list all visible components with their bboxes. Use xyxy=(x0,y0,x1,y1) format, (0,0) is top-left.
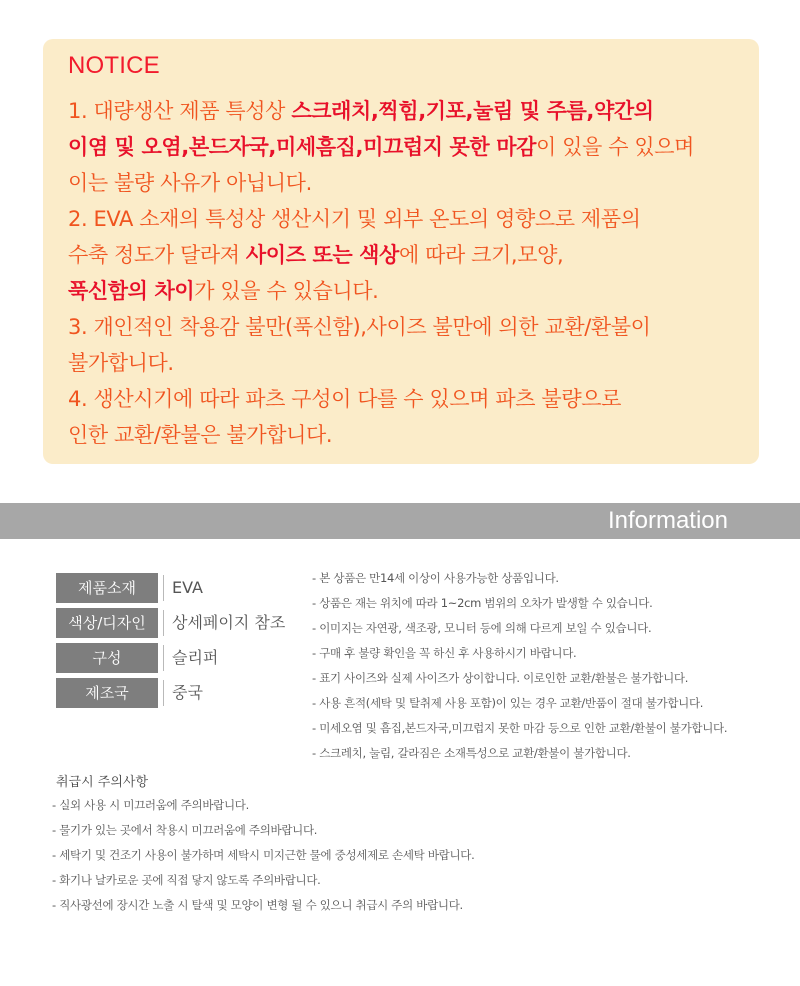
spec-value: EVA xyxy=(172,578,203,597)
notice-text: 1. 대량생산 제품 특성상 xyxy=(68,99,292,123)
note-item: - 미세오염 및 흠집,본드자국,미끄럽지 못한 마감 등으로 인한 교환/환불이 불가합니다. xyxy=(312,721,728,735)
notice-text: 수축 정도가 달라져 xyxy=(68,243,246,267)
notice-line xyxy=(68,96,654,126)
care-item: - 화기나 날카로운 곳에 직접 닿지 않도록 주의바랍니다. xyxy=(52,873,321,887)
notice-highlight: 스크래치,찍힘,기포,눌림 및 주름,약간의 xyxy=(291,99,654,123)
notice-text: 3. 개인적인 착용감 불만(푹신함),사이즈 불만에 의한 교환/환불이 xyxy=(68,315,651,339)
information-title: Information xyxy=(607,507,728,534)
spec-label: 색상/디자인 xyxy=(56,608,158,638)
care-item: - 세탁기 및 건조기 사용이 불가하며 세탁시 미지근한 물에 중성세제로 손세탁 바랍니다. xyxy=(52,848,475,862)
notice-line xyxy=(68,276,378,306)
notice-line xyxy=(68,348,174,378)
spec-divider xyxy=(163,610,164,636)
notice-text: 가 있을 수 있습니다. xyxy=(194,279,379,303)
care-item: - 직사광선에 장시간 노출 시 탈색 및 모양이 변형 될 수 있으니 취급시 주의 바랍니다. xyxy=(52,898,463,912)
notice-text: 이 있을 수 있으며 xyxy=(535,135,695,159)
spec-label: 구성 xyxy=(56,643,158,673)
notice-text: 2. EVA 소재의 특성상 생산시기 및 외부 온도의 영향으로 제품의 xyxy=(68,207,641,231)
note-item: - 구매 후 불량 확인을 꼭 하신 후 사용하시기 바랍니다. xyxy=(312,646,577,660)
notice-line xyxy=(68,384,621,414)
notice-text: 이는 불량 사유가 아닙니다. xyxy=(68,171,312,195)
spec-value: 상세페이지 참조 xyxy=(172,613,286,632)
information-header-bar xyxy=(0,503,800,539)
spec-divider xyxy=(163,575,164,601)
spec-value: 중국 xyxy=(172,683,203,702)
notice-line xyxy=(68,312,651,342)
notice-line xyxy=(68,204,641,234)
note-item: - 표기 사이즈와 실제 사이즈가 상이합니다. 이로인한 교환/환불은 불가합니다. xyxy=(312,671,689,685)
care-item: - 실외 사용 시 미끄러움에 주의바랍니다. xyxy=(52,798,249,812)
notice-line xyxy=(68,420,332,450)
notice-line xyxy=(68,168,312,198)
care-item: - 물기가 있는 곳에서 착용시 미끄러움에 주의바랍니다. xyxy=(52,823,318,837)
notice-line xyxy=(68,240,563,270)
spec-divider xyxy=(163,645,164,671)
notice-title: NOTICE xyxy=(68,52,160,79)
notice-text: 에 따라 크기,모양, xyxy=(398,243,564,267)
spec-label: 제품소재 xyxy=(56,573,158,603)
notice-text: 인한 교환/환불은 불가합니다. xyxy=(68,423,333,447)
care-title: 취급시 주의사항 xyxy=(56,775,149,790)
note-item: - 상품은 재는 위치에 따라 1~2cm 범위의 오차가 발생할 수 있습니다. xyxy=(312,596,653,610)
note-item: - 이미지는 자연광, 색조광, 모니터 등에 의해 다르게 보일 수 있습니다. xyxy=(312,621,652,635)
notice-line xyxy=(68,132,694,162)
notice-highlight: 푹신함의 차이 xyxy=(68,279,195,303)
notice-text: 4. 생산시기에 따라 파츠 구성이 다를 수 있으며 파츠 불량으로 xyxy=(68,387,621,411)
notice-text: 불가합니다. xyxy=(68,351,174,375)
spec-divider xyxy=(163,680,164,706)
spec-label: 제조국 xyxy=(56,678,158,708)
spec-value: 슬리퍼 xyxy=(172,648,219,667)
notice-highlight: 이염 및 오염,본드자국,미세흠집,미끄럽지 못한 마감 xyxy=(68,135,536,159)
note-item: - 스크레치, 눌림, 갈라짐은 소재특성으로 교환/환불이 불가합니다. xyxy=(312,746,631,760)
note-item: - 사용 흔적(세탁 및 탈취제 사용 포함)이 있는 경우 교환/반품이 절대 불가합니다. xyxy=(312,696,704,710)
note-item: - 본 상품은 만14세 이상이 사용가능한 상품입니다. xyxy=(312,571,559,585)
notice-highlight: 사이즈 또는 색상 xyxy=(245,243,399,267)
